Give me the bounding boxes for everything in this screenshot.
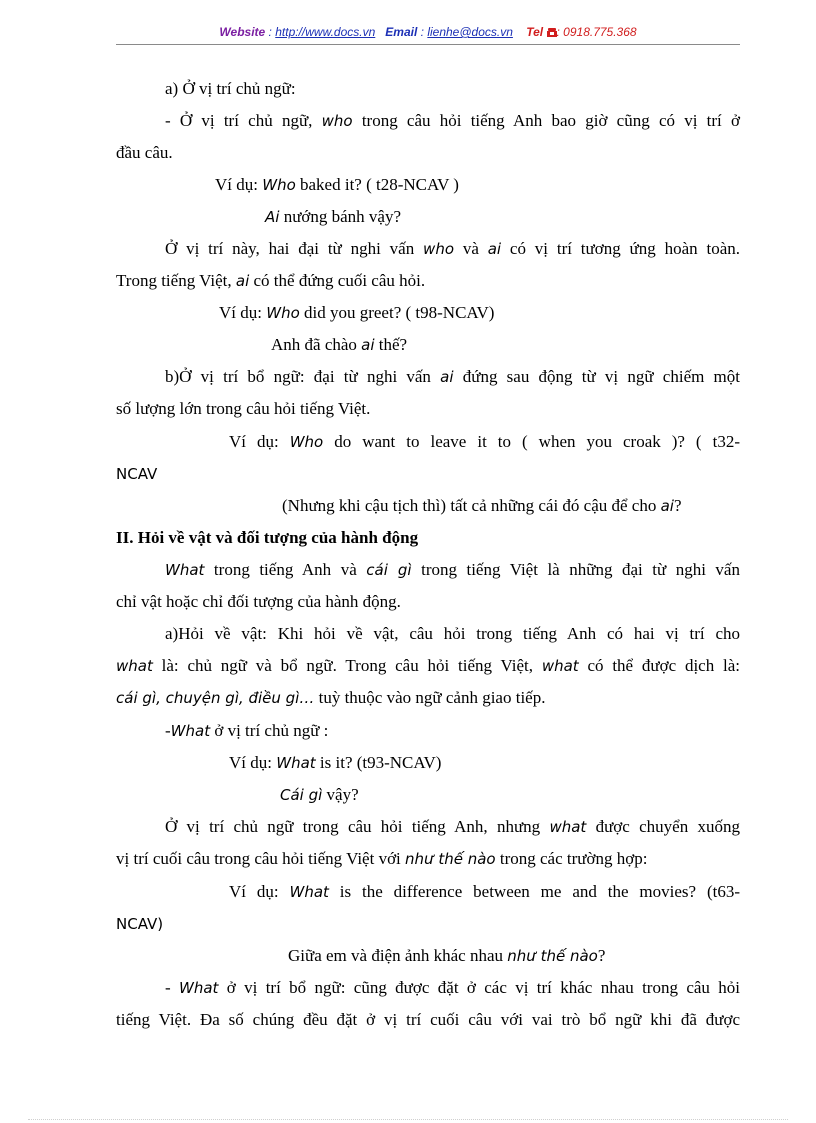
website-label: Website	[219, 25, 266, 39]
website-link[interactable]: http://www.docs.vn	[275, 25, 376, 39]
example-translation: Ai nướng bánh vậy?	[265, 207, 402, 226]
example-line: NCAV	[116, 465, 158, 483]
phone-icon	[547, 25, 557, 34]
example-translation: Giữa em và điện ảnh khác nhau như thế nào?	[288, 946, 606, 965]
example-translation: Cái gì vậy?	[280, 785, 359, 804]
section-heading: II. Hỏi về vật và đối tượng của hành động	[116, 528, 419, 547]
tel-label: Tel	[526, 25, 544, 39]
page-header: Website : http://www.docs.vn Email : lienhe@docs.vn Tel : 0918.775.368	[116, 24, 740, 45]
example-line: Ví dụ: What is it? (t93-NCAV)	[229, 753, 442, 772]
paragraph-line: số lượng lớn trong câu hỏi tiếng Việt.	[116, 399, 371, 418]
paragraph-line: Ở vị trí chủ ngữ trong câu hỏi tiếng Anh, nhưng what được chuyển xuống	[165, 817, 740, 836]
paragraph-line: cái gì, chuyện gì, điều gì… tuỳ thuộc vào ngữ cảnh giao tiếp.	[116, 688, 546, 707]
example-line: Ví dụ: What is the difference between me and the movies? (t63-	[229, 882, 740, 901]
example-translation: (Nhưng khi cậu tịch thì) tất cả những cái đó cậu để cho ai?	[282, 496, 682, 515]
paragraph-line: a)Hỏi về vật: Khi hỏi về vật, câu hỏi trong tiếng Anh có hai vị trí cho	[165, 624, 740, 643]
email-label: Email	[385, 25, 418, 39]
tel-value: : 0918.775.368	[556, 25, 637, 39]
example-line: Ví dụ: Who do want to leave it to ( when you croak )? ( t32-	[229, 432, 740, 451]
paragraph-line: What trong tiếng Anh và cái gì trong tiếng Việt là những đại từ nghi vấn	[165, 560, 740, 579]
paragraph-line: đầu câu.	[116, 143, 173, 162]
subheading: -What ở vị trí chủ ngữ :	[165, 721, 329, 740]
paragraph-line: vị trí cuối câu trong câu hỏi tiếng Việt với như thế nào trong các trường hợp:	[116, 849, 648, 868]
example-translation: Anh đã chào ai thế?	[271, 335, 408, 354]
paragraph-line: Ở vị trí này, hai đại từ nghi vấn who và ai có vị trí tương ứng hoàn toàn.	[165, 239, 740, 258]
example-line: Ví dụ: Who did you greet? ( t98-NCAV)	[219, 303, 495, 322]
example-line: NCAV)	[116, 915, 164, 933]
paragraph-line: b)Ở vị trí bổ ngữ: đại từ nghi vấn ai đứng sau động từ vị ngữ chiếm một	[165, 367, 740, 386]
email-link[interactable]: lienhe@docs.vn	[427, 25, 513, 39]
paragraph-line: chỉ vật hoặc chỉ đối tượng của hành động.	[116, 592, 401, 611]
footer-divider	[28, 1119, 788, 1120]
paragraph-line: - What ở vị trí bổ ngữ: cũng được đặt ở các vị trí khác nhau trong câu hỏi	[165, 978, 740, 997]
paragraph-line: what là: chủ ngữ và bổ ngữ. Trong câu hỏi tiếng Việt, what có thể được dịch là:	[116, 656, 740, 675]
example-line: Ví dụ: Who baked it? ( t28-NCAV )	[215, 175, 459, 194]
paragraph-line: Trong tiếng Việt, ai có thể đứng cuối câu hỏi.	[116, 271, 426, 290]
heading-subject-position: a) Ở vị trí chủ ngữ:	[165, 79, 296, 98]
paragraph-line: - Ở vị trí chủ ngữ, who trong câu hỏi tiếng Anh bao giờ cũng có vị trí ở	[165, 111, 741, 130]
paragraph-line: tiếng Việt. Đa số chúng đều đặt ở vị trí cuối câu với vai trò bổ ngữ khi đã được	[116, 1010, 740, 1029]
